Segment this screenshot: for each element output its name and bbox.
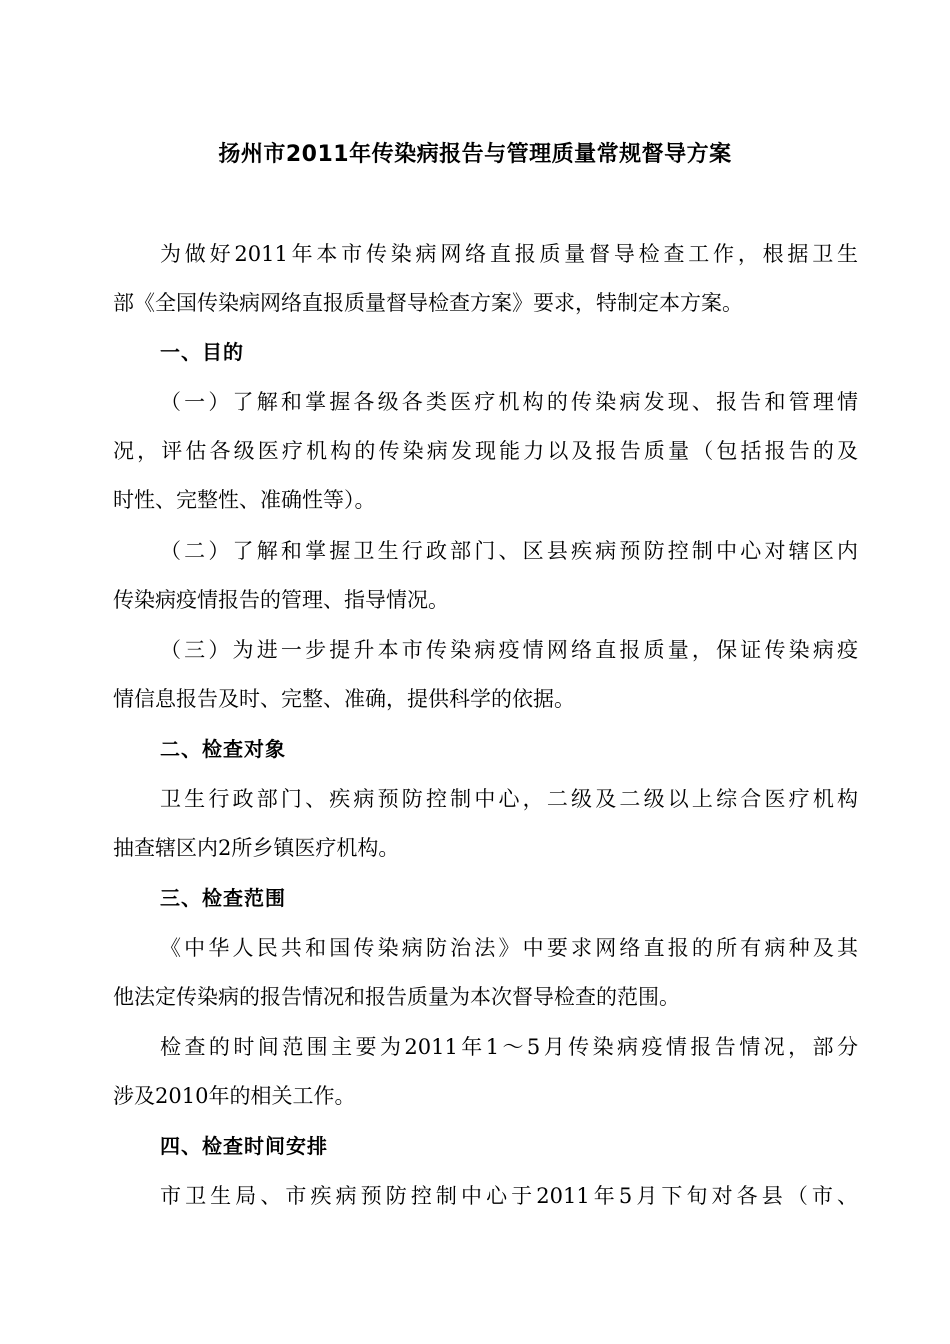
targets-line-1: 卫生行政部门、疾病预防控制中心，二级及二级以上综合医疗机构 [160,787,858,811]
document-title: 扬州市2011年传染病报告与管理质量常规督导方案 [218,142,732,167]
schedule-line-1: 市卫生局、市疾病预防控制中心于2011年5月下旬对各县（市、 [160,1184,858,1208]
targets-line-2: 抽查辖区内2所乡镇医疗机构。 [113,836,400,860]
purpose-item-3-line-2: 情信息报告及时、完整、准确，提供科学的依据。 [113,687,575,711]
purpose-item-1-line-2: 况，评估各级医疗机构的传染病发现能力以及报告质量（包括报告的及 [113,439,858,463]
scope-para-2-line-2: 涉及2010年的相关工作。 [113,1084,356,1108]
section-heading-schedule: 四、检查时间安排 [160,1134,328,1158]
purpose-item-2-line-1: （二）了解和掌握卫生行政部门、区县疾病预防控制中心对辖区内 [160,539,858,563]
scope-para-2-line-1: 检查的时间范围主要为2011年1～5月传染病疫情报告情况，部分 [160,1035,858,1059]
section-heading-scope: 三、检查范围 [160,886,286,910]
intro-line-1: 为做好2011年本市传染病网络直报质量督导检查工作，根据卫生 [160,242,858,266]
purpose-item-2-line-2: 传染病疫情报告的管理、指导情况。 [113,588,449,612]
intro-line-2: 部《全国传染病网络直报质量督导检查方案》要求，特制定本方案。 [113,291,743,315]
purpose-item-1-line-3: 时性、完整性、准确性等）。 [113,488,376,512]
purpose-item-3-line-1: （三）为进一步提升本市传染病疫情网络直报质量，保证传染病疫 [160,638,858,662]
scope-para-1-line-2: 他法定传染病的报告情况和报告质量为本次督导检查的范围。 [113,985,680,1009]
purpose-item-1-line-1: （一）了解和掌握各级各类医疗机构的传染病发现、报告和管理情 [160,390,858,414]
section-heading-targets: 二、检查对象 [160,737,286,761]
section-heading-purpose: 一、目的 [160,340,244,364]
scope-para-1-line-1: 《中华人民共和国传染病防治法》中要求网络直报的所有病种及其 [160,936,858,960]
